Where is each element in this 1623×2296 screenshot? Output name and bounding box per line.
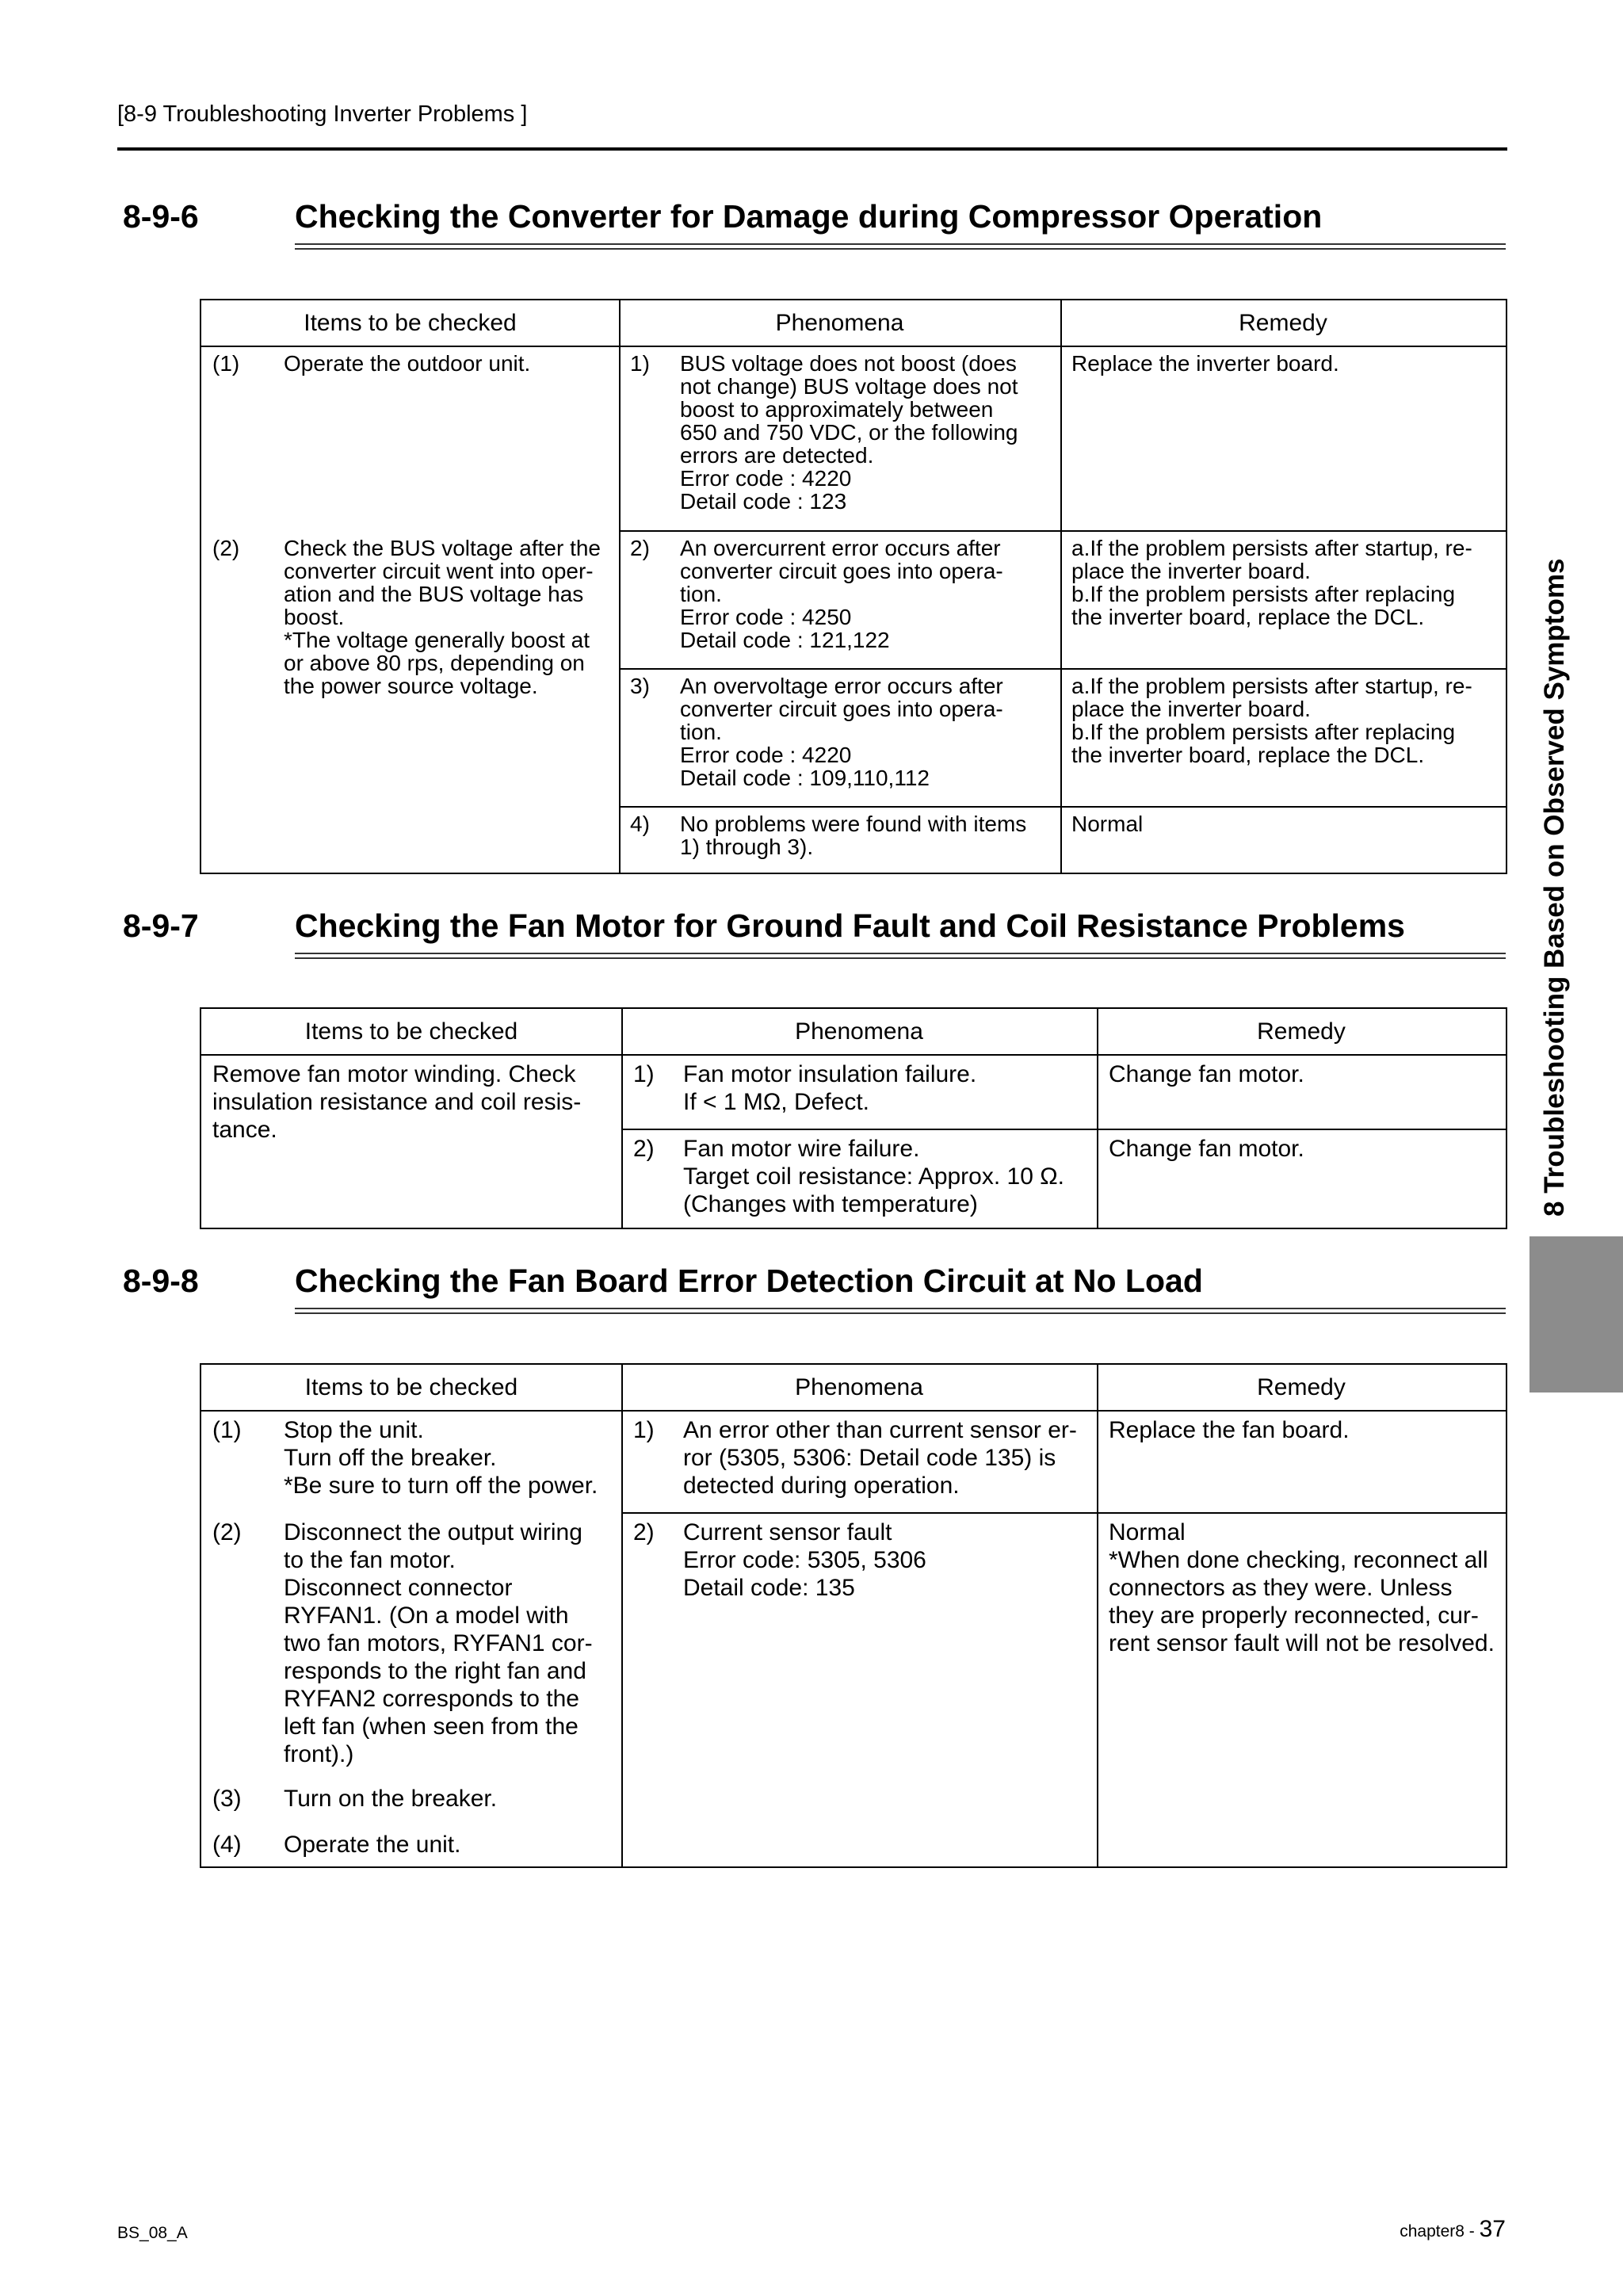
- row-divider: [619, 668, 1506, 670]
- remedy-text: Normal *When done checking, reconnect all connectors as they were. Unless they are properly reconnected, cur- rent sensor fault will not be resolved.: [1109, 1519, 1495, 1656]
- column-header-phenomena: Phenomena: [795, 1374, 923, 1400]
- item-text: Operate the unit.: [284, 1832, 461, 1858]
- remedy-text: Change fan motor.: [1109, 1136, 1304, 1162]
- column-header-items: Items to be checked: [304, 1374, 518, 1400]
- row-divider: [619, 806, 1506, 808]
- phenomenon-number: 4): [630, 812, 650, 836]
- phenomenon-text: Fan motor insulation failure. If < 1 MΩ, Defect.: [683, 1061, 977, 1115]
- fan-board-check-table: [200, 1363, 1507, 1868]
- phenomenon-text: Current sensor fault Error code: 5305, 5306 Detail code: 135: [683, 1519, 926, 1601]
- phenomenon-number: 2): [633, 1519, 655, 1545]
- fan-motor-check-table: [200, 1007, 1507, 1229]
- item-text: Operate the outdoor unit.: [284, 351, 531, 376]
- column-header-phenomena: Phenomena: [795, 1018, 923, 1045]
- item-text: Check the BUS voltage after the converter circuit went into oper- ation and the BUS voltage has boost. *The voltage generally boost at or above 80 rps, depending on the power source voltage.: [284, 536, 601, 698]
- item-text: Disconnect the output wiring to the fan motor. Disconnect connector RYFAN1. (On a model with two fan motors, RYFAN1 cor- responds to the right fan and RYFAN2 corresponds to the left fan (when seen from the front).): [284, 1519, 593, 1767]
- section-title: Checking the Fan Motor for Ground Fault and Coil Resistance Problems: [295, 907, 1405, 944]
- item-number: (2): [212, 1519, 242, 1545]
- row-spacer: [201, 530, 619, 532]
- remedy-text: Change fan motor.: [1109, 1061, 1304, 1087]
- column-header-phenomena: Phenomena: [775, 310, 904, 336]
- item-number: (3): [212, 1786, 242, 1812]
- remedy-text: b.If the problem persists after replacing the inverter board, replace the DCL.: [1071, 720, 1456, 767]
- item-text: Stop the unit. Turn off the breaker. *Be sure to turn off the power.: [284, 1417, 598, 1499]
- phenomenon-number: 2): [633, 1136, 655, 1162]
- section-title: Checking the Fan Board Error Detection Circuit at No Load: [295, 1263, 1203, 1299]
- column-header-items: Items to be checked: [304, 310, 517, 336]
- header-divider: [117, 147, 1507, 151]
- item-text: Turn on the breaker.: [284, 1786, 498, 1812]
- section-title-rule: [295, 1308, 1506, 1314]
- item-number: (1): [212, 351, 240, 376]
- column-divider: [1060, 300, 1062, 873]
- page-header-breadcrumb: [8-9 Troubleshooting Inverter Problems ]: [117, 101, 528, 127]
- column-header-remedy: Remedy: [1257, 1374, 1346, 1400]
- phenomenon-number: 1): [633, 1061, 655, 1087]
- footer-document-code: BS_08_A: [117, 2224, 188, 2242]
- column-divider: [621, 1365, 623, 1866]
- phenomenon-text: No problems were found with items 1) through 3).: [680, 812, 1027, 859]
- section-title: Checking the Converter for Damage during Compressor Operation: [295, 198, 1323, 235]
- chapter-side-tab: [1529, 1236, 1623, 1392]
- column-header-remedy: Remedy: [1257, 1018, 1346, 1045]
- row-divider: [621, 1512, 1506, 1514]
- chapter-side-title: 8 Troubleshooting Based on Observed Symptoms: [1539, 558, 1570, 1217]
- row-divider: [621, 1129, 1506, 1130]
- phenomenon-text: Fan motor wire failure. Target coil resistance: Approx. 10 Ω. (Changes with temperature): [683, 1136, 1064, 1217]
- page-number: 37: [1479, 2216, 1506, 2242]
- column-header-items: Items to be checked: [304, 1018, 518, 1045]
- item-number: (2): [212, 536, 240, 560]
- remedy-text: a.If the problem persists after startup, re- place the inverter board.: [1071, 536, 1472, 583]
- column-divider: [619, 300, 621, 873]
- check-item-text: Remove fan motor winding. Check insulation resistance and coil resis- tance.: [212, 1061, 582, 1143]
- section-number: 8-9-6: [123, 198, 199, 235]
- converter-check-table: [200, 299, 1507, 874]
- remedy-text: a.If the problem persists after startup, re- place the inverter board.: [1071, 674, 1472, 721]
- item-number: (1): [212, 1417, 242, 1443]
- footer-chapter-label: chapter8 -: [1400, 2222, 1480, 2241]
- phenomenon-number: 1): [633, 1417, 655, 1443]
- section-title-rule: [295, 953, 1506, 959]
- phenomenon-text: An overvoltage error occurs after converter circuit goes into opera- tion. Error code : 4220 Detail code : 109,110,112: [680, 674, 1003, 790]
- phenomenon-number: 3): [630, 674, 650, 698]
- footer-page-number: [1400, 2216, 1506, 2243]
- remedy-text: Replace the fan board.: [1109, 1417, 1350, 1443]
- remedy-text: Normal: [1071, 812, 1144, 836]
- phenomenon-text: BUS voltage does not boost (does not change) BUS voltage does not boost to approximately between 650 and 750 VDC, or the following errors are detected. Error code : 4220 Detail code : 123: [680, 351, 1018, 514]
- section-title-rule: [295, 243, 1506, 250]
- phenomenon-text: An overcurrent error occurs after converter circuit goes into opera- tion. Error code : 4250 Detail code : 121,122: [680, 536, 1003, 652]
- column-divider: [1097, 1365, 1098, 1866]
- column-header-remedy: Remedy: [1239, 310, 1327, 336]
- item-number: (4): [212, 1832, 242, 1858]
- section-number: 8-9-7: [123, 907, 199, 944]
- row-divider: [619, 530, 1506, 532]
- remedy-text: Replace the inverter board.: [1071, 351, 1339, 376]
- phenomenon-number: 2): [630, 536, 650, 560]
- section-number: 8-9-8: [123, 1263, 199, 1299]
- phenomenon-number: 1): [630, 351, 650, 376]
- remedy-text: b.If the problem persists after replacing the inverter board, replace the DCL.: [1071, 582, 1456, 629]
- phenomenon-text: An error other than current sensor er- ror (5305, 5306: Detail code 135) is detected during operation.: [683, 1417, 1077, 1499]
